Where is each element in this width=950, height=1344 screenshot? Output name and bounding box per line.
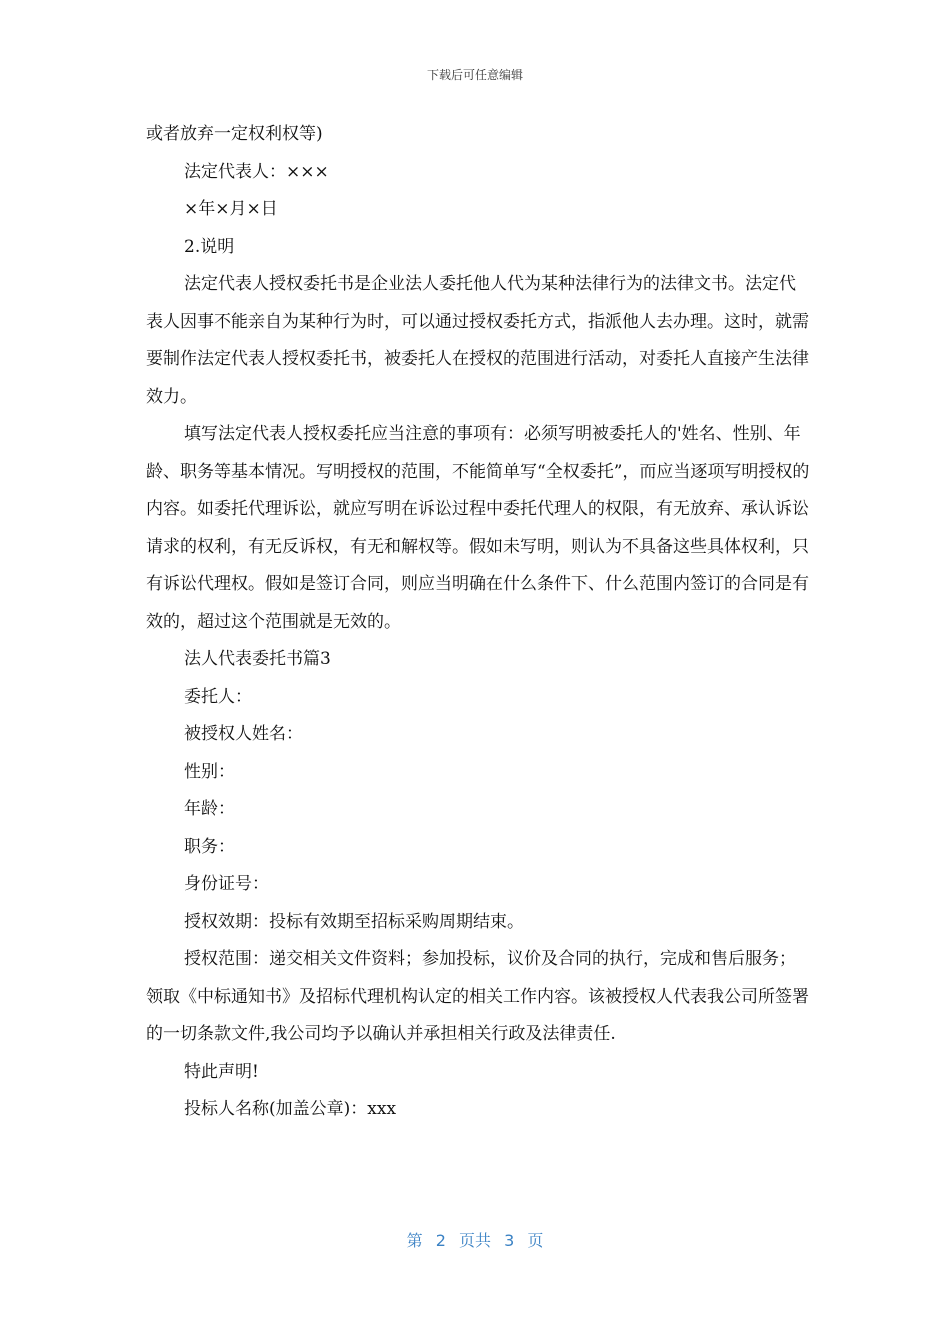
paragraph: 被授权人姓名： <box>184 724 303 744</box>
paragraph: 授权范围：递交相关文件资料；参加投标，议价及合同的执行，完成和售后服务；领取《中标通知书》及招标代理机构认定的相关工作内容。该被授权人代表我公司所签署的一切条款文件,我公司均予以确认并承担相关行政及法律责任. <box>146 949 809 1044</box>
paragraph: 填写法定代表人授权委托应当注意的事项有：必须写明被委托人的'姓名、性别、年龄、职务等基本情况。写明授权的范围，不能简单写“全权委托”，而应当逐项写明授权的内容。如委托代理诉讼，就应写明在诉讼过程中委托代理人的权限，有无放弃、承认诉讼请求的权利，有无反诉权，有无和解权等。假如未写明，则认为不具备这些具体权利，只有诉讼代理权。假如是签订合同，则应当明确在什么条件下、什么范围内签订的合同是有效的，超过这个范围就是无效的。 <box>146 424 810 632</box>
page-footer: 第 2 页共 3 页 <box>406 1231 544 1250</box>
paragraph: 法定代表人：××× <box>184 161 329 182</box>
paragraph: 特此声明! <box>184 1061 259 1082</box>
page-header: 下载后可任意编辑 <box>426 68 523 82</box>
paragraph: 委托人： <box>184 686 252 707</box>
document-body <box>146 116 811 1129</box>
paragraph: 投标人名称(加盖公章)：xxx <box>184 1099 397 1119</box>
paragraph: 性别： <box>184 761 235 782</box>
paragraph: 法定代表人授权委托书是企业法人委托他人代为某种法律行为的法律文书。法定代表人因事不能亲自为某种行为时，可以通过授权委托方式，指派他人去办理。这时，就需要制作法定代表人授权委托书，被委托人在授权的范围进行活动，对委托人直接产生法律效力。 <box>146 274 809 407</box>
paragraph: 年龄： <box>184 799 235 819</box>
paragraph: 身份证号： <box>184 874 269 894</box>
section-heading: 法人代表委托书篇3 <box>184 649 331 669</box>
paragraph: 职务： <box>184 836 235 857</box>
paragraph: 授权效期：投标有效期至招标采购周期结束。 <box>184 911 524 932</box>
paragraph: ×年×月×日 <box>184 199 278 219</box>
paragraph: 2.说明 <box>184 236 235 257</box>
paragraph: 或者放弃一定权利权等) <box>146 124 323 144</box>
